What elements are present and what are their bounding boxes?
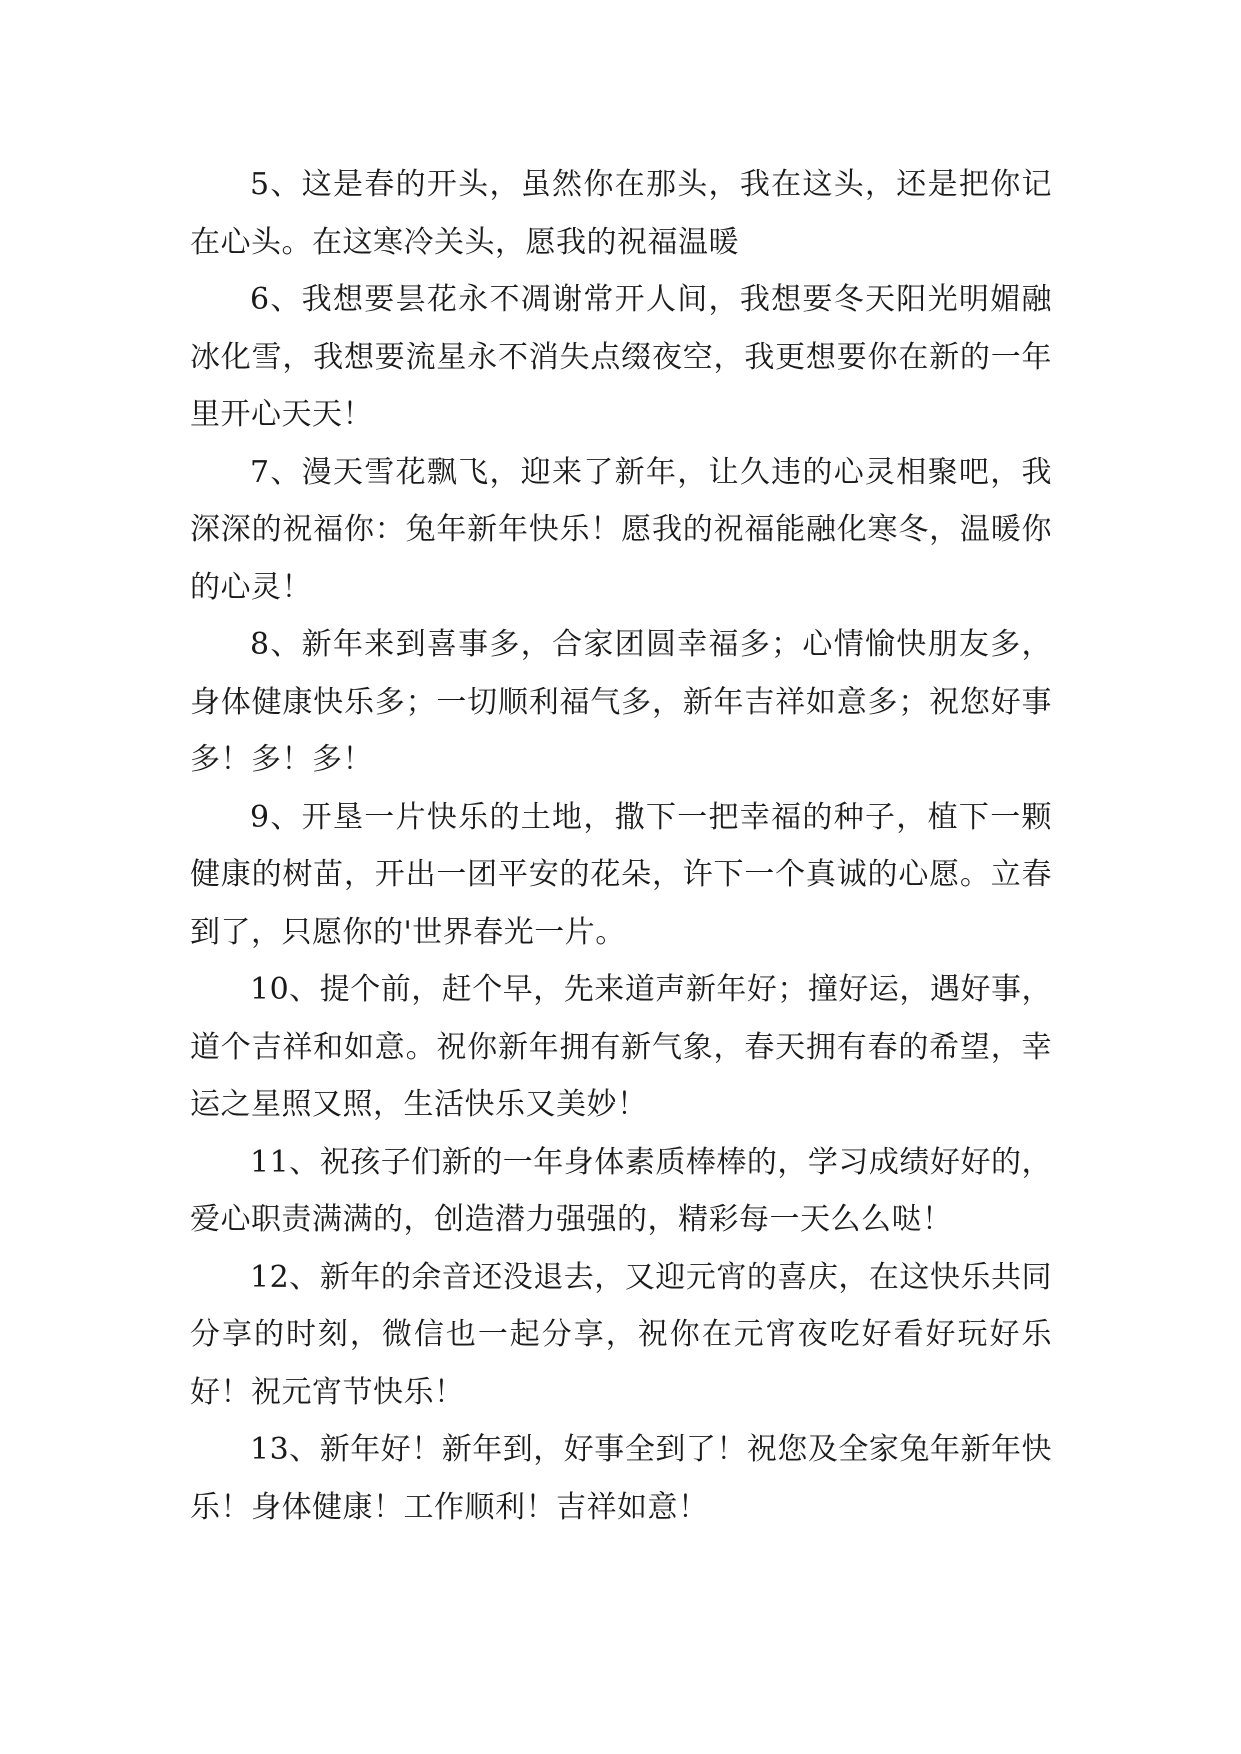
document-body xyxy=(190,156,1052,1536)
paragraph-6: 6、我想要昙花永不凋谢常开人间，我想要冬天阳光明媚融冰化雪，我想要流星永不消失点缀夜空，我更想要你在新的一年里开心天天！ xyxy=(190,282,1052,432)
paragraph-12: 12、新年的余音还没退去，又迎元宵的喜庆，在这快乐共同分享的时刻，微信也一起分享，祝你在元宵夜吃好看好玩好乐好！祝元宵节快乐！ xyxy=(190,1259,1052,1410)
paragraph-7: 7、漫天雪花飘飞，迎来了新年，让久违的心灵相聚吧，我深深的祝福你：兔年新年快乐！愿我的祝福能融化寒冬，温暖你的心灵！ xyxy=(190,454,1052,605)
paragraph-11: 11、祝孩子们新的一年身体素质棒棒的，学习成绩好好的，爱心职责满满的，创造潜力强强的，精彩每一天么么哒！ xyxy=(190,1144,1052,1237)
paragraph-10: 10、提个前，赶个早，先来道声新年好；撞好运，遇好事，道个吉祥和如意。祝你新年拥有新气象，春天拥有春的希望，幸运之星照又照，生活快乐又美妙！ xyxy=(190,972,1052,1122)
paragraph-9: 9、开垦一片快乐的土地，撒下一把幸福的种子，植下一颗健康的树苗，开出一团平安的花朵，许下一个真诚的心愿。立春到了，只愿你的'世界春光一片。 xyxy=(190,799,1052,950)
paragraph-5: 5、这是春的开头，虽然你在那头，我在这头，还是把你记在心头。在这寒冷关头，愿我的祝福温暖 xyxy=(190,167,1052,260)
paragraph-13: 13、新年好！新年到，好事全到了！祝您及全家兔年新年快乐！身体健康！工作顺利！吉祥如意！ xyxy=(190,1432,1052,1525)
paragraph-8: 8、新年来到喜事多，合家团圆幸福多；心情愉快朋友多，身体健康快乐多；一切顺利福气多，新年吉祥如意多；祝您好事多！多！多！ xyxy=(190,627,1052,777)
